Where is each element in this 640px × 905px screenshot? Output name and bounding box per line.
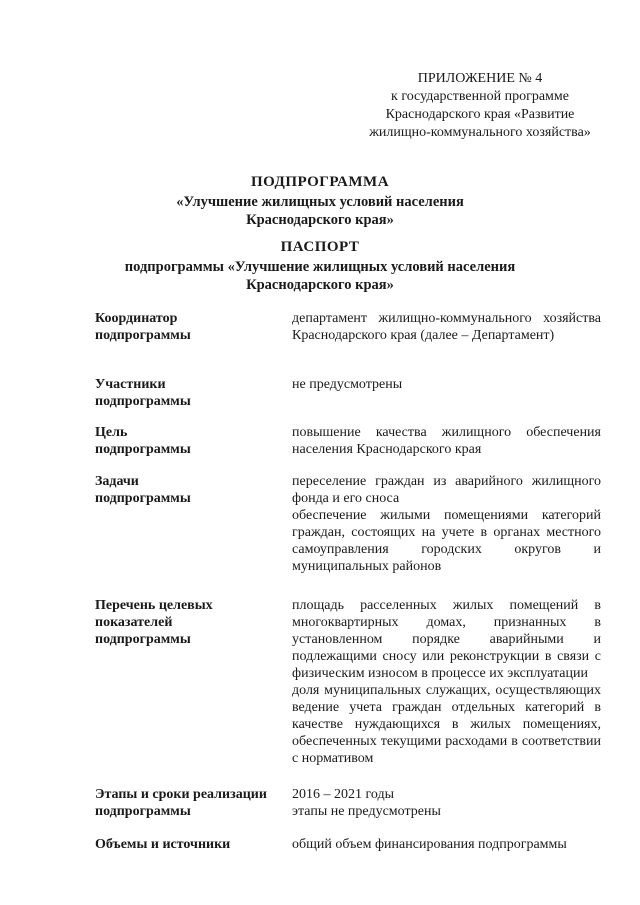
row-label: Этапы и сроки реализации подпрограммы xyxy=(95,787,267,819)
row-value xyxy=(292,597,601,767)
row-paragraph: обеспечение жилыми помещениями категорий граждан, состоящих на учете в органах местного самоуправления городских округов и муниципальных районов xyxy=(292,508,601,574)
row-paragraph: общий объем финансирования подпрограммы xyxy=(292,837,567,852)
row-paragraph: доля муниципальных служащих, осуществляющих ведение учета граждан отдельных категорий в качестве нуждающихся в жилых помещениях, обеспеченных текущими расходами в соответствии с нормативом xyxy=(292,683,601,766)
row-label: Объемы и источники xyxy=(95,837,231,852)
appendix-line: Краснодарского края «Развитие xyxy=(385,107,575,122)
row-paragraph: повышение качества жилищного обеспечения населения Краснодарского края xyxy=(292,425,601,457)
appendix-line: к государственной программе xyxy=(391,89,569,104)
appendix-line: жилищно-коммунального хозяйства» xyxy=(369,125,591,140)
passport-heading: ПАСПОРТ xyxy=(280,239,360,255)
row-value xyxy=(292,786,601,820)
subprogram-title: Краснодарского края» xyxy=(246,212,394,228)
row-label: Участники подпрограммы xyxy=(95,377,191,409)
subprogram-title: «Улучшение жилищных условий населения xyxy=(176,194,464,210)
row-paragraph: этапы не предусмотрены xyxy=(292,804,441,819)
row-paragraph: департамент жилищно-коммунального хозяйства Краснодарского края (далее – Департамент) xyxy=(292,311,601,343)
passport-title: подпрограммы «Улучшение жилищных условий населения xyxy=(124,259,516,275)
row-value xyxy=(292,424,601,458)
row-label: Перечень целевых показателей подпрограммы xyxy=(95,598,213,647)
row-paragraph: переселение граждан из аварийного жилищного фонда и его сноса xyxy=(292,474,601,506)
subprogram-heading: ПОДПРОГРАММА xyxy=(250,174,390,190)
row-value xyxy=(292,473,601,575)
row-label: Цель подпрограммы xyxy=(95,425,191,457)
row-label: Задачи подпрограммы xyxy=(95,474,191,506)
appendix-number: ПРИЛОЖЕНИЕ № 4 xyxy=(417,71,543,86)
row-value xyxy=(292,376,601,393)
row-value xyxy=(292,310,601,344)
row-value xyxy=(292,836,601,853)
subprogram-title-block xyxy=(60,173,580,229)
row-label: Координатор подпрограммы xyxy=(95,311,191,343)
row-paragraph: 2016 – 2021 годы xyxy=(292,787,395,802)
row-paragraph: площадь расселенных жилых помещений в многоквартирных домах, признанных в установленном порядке аварийными и подлежащими сносу или реконструкции в связи с физическим износом в процессе их эксплуатации xyxy=(292,598,601,681)
appendix-header xyxy=(355,70,605,142)
passport-title-block xyxy=(60,238,580,294)
row-paragraph: не предусмотрены xyxy=(292,377,403,392)
passport-title: Краснодарского края» xyxy=(246,277,394,293)
